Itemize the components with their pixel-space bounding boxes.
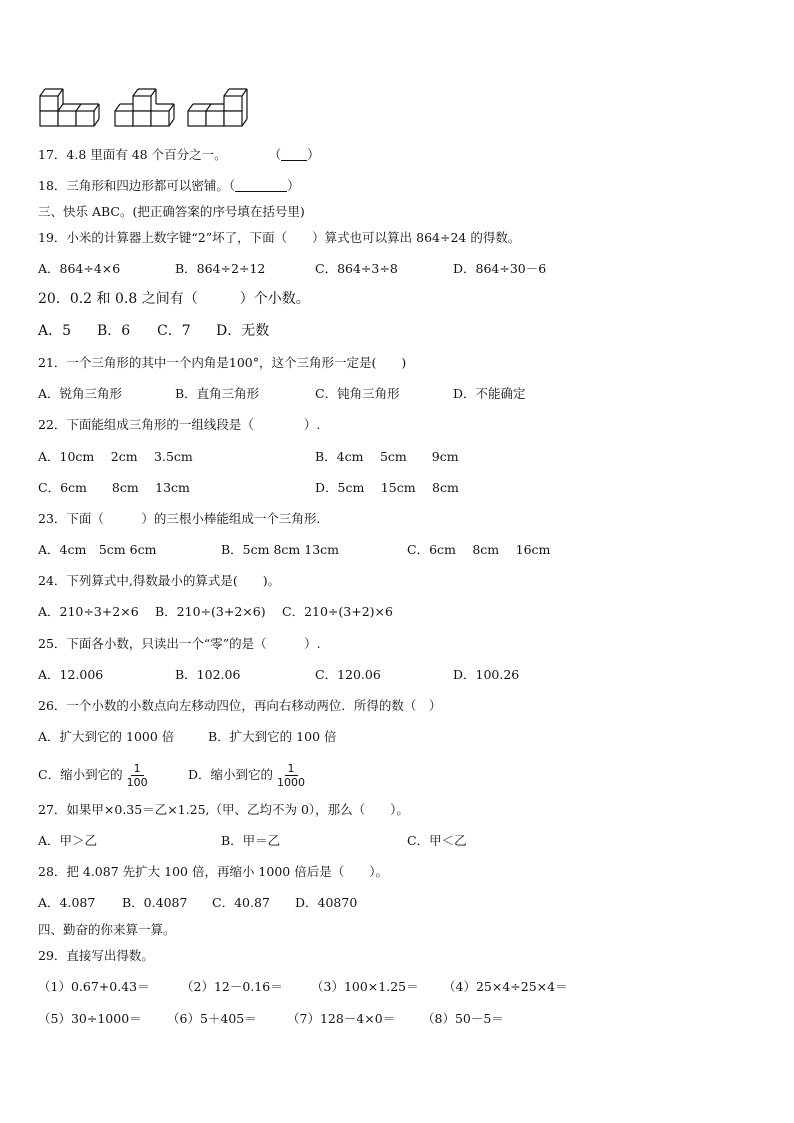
cube-figure-2 [115,89,174,126]
question-17 [38,146,320,164]
q25-option-d[interactable]: D．100.26 [453,667,520,682]
q29-item-8[interactable]: （8）50－5＝ [422,1011,504,1026]
q23-option-b[interactable]: B．5cm 8cm 13cm [221,542,340,557]
cube-figure-3 [188,89,247,126]
q17-answer-blank[interactable] [281,148,307,161]
q23-option-a[interactable]: A．4cm 5cm 6cm [38,542,157,557]
q20-option-c[interactable]: C．7 [157,323,191,339]
q21-option-a[interactable]: A．锐角三角形 [38,386,123,401]
q28-option-a[interactable]: A．4.087 [38,895,96,910]
question-24-stem: 24．下列算式中,得数最小的算式是( )。 [38,573,281,588]
q22-option-b[interactable]: B．4cm 5cm 9cm [315,449,459,464]
q19-option-c[interactable]: C．864÷3÷8 [315,261,398,276]
q21-option-d[interactable]: D．不能确定 [453,386,526,401]
question-27-stem: 27．如果甲×0.35＝乙×1.25,（甲、乙均不为 0），那么（ ）。 [38,802,409,817]
q17-text: 17．4.8 里面有 48 个百分之一。 [38,147,227,162]
section-3-heading: 三、快乐 ABC。(把正确答案的序号填在括号里) [38,204,305,219]
fraction-1-1000: $\frac{1}{1000}$ [277,762,306,789]
cube-figures [38,84,253,132]
q28-option-d[interactable]: D．40870 [295,895,358,910]
q26-option-c-label: C．缩小到它的 [38,767,123,782]
q18-text: 18．三角形和四边形都可以密铺。（ [38,178,236,193]
q26-option-d-label: D．缩小到它的 [188,767,274,782]
question-20-stem: 20．0.2 和 0.8 之间有（ ）个小数。 [38,291,310,307]
q25-option-a[interactable]: A．12.006 [38,667,104,682]
q29-item-1[interactable]: （1）0.67+0.43＝ [38,979,150,994]
q27-option-c[interactable]: C．甲＜乙 [407,833,467,848]
q20-option-a[interactable]: A．5 [38,323,72,339]
q26-option-d[interactable] [188,762,307,789]
q25-option-b[interactable]: B．102.06 [175,667,241,682]
question-22-stem: 22．下面能组成三角形的一组线段是（ ）. [38,417,321,432]
question-29-stem: 29．直接写出得数。 [38,948,154,963]
q27-option-b[interactable]: B．甲＝乙 [221,833,281,848]
question-19-stem: 19．小米的计算器上数字键“2”坏了，下面（ ）算式也可以算出 864÷24 的得数。 [38,230,521,245]
q22-option-c[interactable]: C．6cm 8cm 13cm [38,480,190,495]
q23-option-c[interactable]: C．6cm 8cm 16cm [407,542,551,557]
question-25-stem: 25．下面各小数，只读出一个“零”的是（ ）. [38,636,321,651]
q28-option-b[interactable]: B．0.4087 [122,895,188,910]
q27-option-a[interactable]: A．甲＞乙 [38,833,98,848]
q29-item-5[interactable]: （5）30÷1000＝ [38,1011,142,1026]
q21-option-b[interactable]: B．直角三角形 [175,386,260,401]
q22-option-a[interactable]: A．10cm 2cm 3.5cm [38,449,193,464]
q20-option-b[interactable]: B．6 [97,323,131,339]
q24-option-a[interactable]: A．210÷3+2×6 [38,604,139,619]
q29-item-3[interactable]: （3）100×1.25＝ [311,979,419,994]
q25-option-c[interactable]: C．120.06 [315,667,381,682]
q26-option-a[interactable]: A．扩大到它的 1000 倍 [38,729,175,744]
cube-figure-1 [40,89,99,126]
q17-close: ） [307,147,320,162]
fraction-1-100: $\frac{1}{100}$ [126,762,148,789]
question-21-stem: 21．一个三角形的其中一个内角是100°，这个三角形一定是( ) [38,355,407,370]
q19-option-a[interactable]: A．864÷4×6 [38,261,121,276]
q26-option-b[interactable]: B．扩大到它的 100 倍 [208,729,337,744]
q18-close: ） [287,178,300,193]
question-28-stem: 28．把 4.087 先扩大 100 倍，再缩小 1000 倍后是（ ）。 [38,864,388,879]
question-18 [38,177,300,195]
q22-option-d[interactable]: D．5cm 15cm 8cm [315,480,459,495]
q26-option-c[interactable] [38,762,150,789]
q20-option-d[interactable]: D．无数 [216,323,270,339]
question-23-stem: 23．下面（ ）的三根小棒能组成一个三角形. [38,511,321,526]
q29-item-2[interactable]: （2）12－0.16＝ [181,979,283,994]
q28-option-c[interactable]: C．40.87 [212,895,270,910]
q17-open: （ [268,147,282,162]
q24-option-b[interactable]: B．210÷(3+2×6) [155,604,266,619]
question-26-stem: 26．一个小数的小数点向左移动四位，再向右移动两位．所得的数（ ） [38,698,442,713]
q21-option-c[interactable]: C．钝角三角形 [315,386,400,401]
q29-item-6[interactable]: （6）5＋405＝ [167,1011,257,1026]
q29-item-4[interactable]: （4）25×4÷25×4＝ [443,979,568,994]
q18-answer-blank[interactable] [235,179,287,192]
q29-item-7[interactable]: （7）128－4×0＝ [287,1011,396,1026]
q24-option-c[interactable]: C．210÷(3+2)×6 [282,604,393,619]
section-4-heading: 四、勤奋的你来算一算。 [38,922,176,937]
q19-option-d[interactable]: D．864÷30－6 [453,261,547,276]
q19-option-b[interactable]: B．864÷2÷12 [175,261,266,276]
